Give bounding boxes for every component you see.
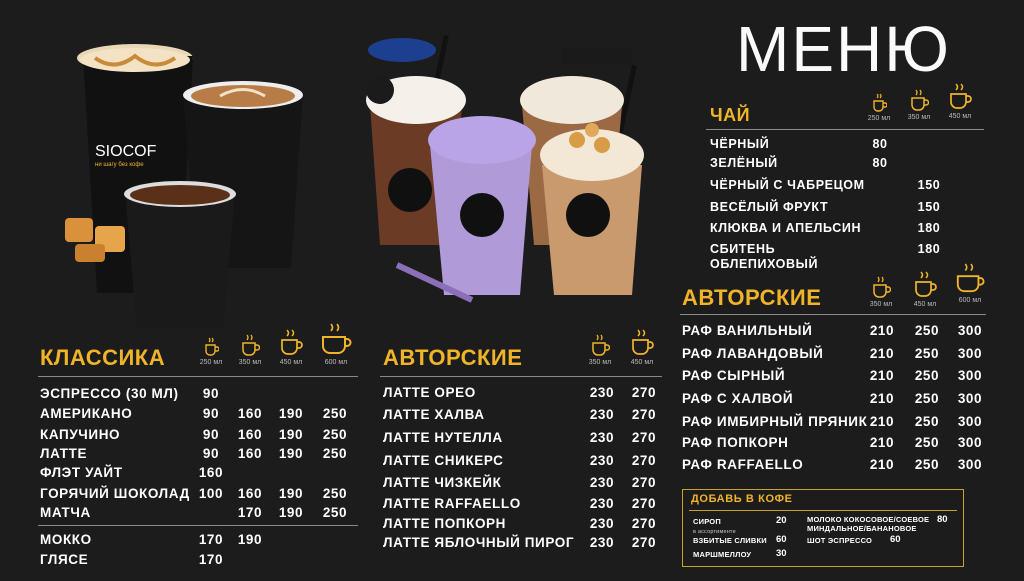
- item-name: ГЛЯСЕ: [40, 552, 89, 567]
- item-price: 150: [917, 178, 941, 192]
- addon-price: 20: [776, 515, 787, 526]
- cup-size-label: 250 мл: [867, 115, 891, 122]
- classic-divider-bottom: [38, 525, 358, 526]
- addon-price: 30: [776, 548, 787, 559]
- addon-price: 80: [937, 514, 948, 525]
- item-price: 300: [957, 323, 983, 338]
- item-price: 270: [631, 516, 657, 531]
- cup-size-250: [196, 336, 226, 366]
- item-price: 230: [589, 407, 615, 422]
- item-price: 190: [278, 427, 304, 442]
- item-name: РАФ ПОПКОРН: [682, 435, 789, 450]
- item-price: 230: [589, 475, 615, 490]
- author-rafs-divider: [680, 314, 986, 315]
- item-name: ЛАТТЕ ЧИЗКЕЙК: [383, 475, 502, 490]
- cup-size-label: 350 мл: [238, 359, 262, 366]
- item-name: ЛАТТЕ RAFFAELLO: [383, 496, 521, 511]
- cup-size-label: 600 мл: [958, 297, 982, 304]
- item-name: ЧЁРНЫЙ: [710, 137, 770, 151]
- item-name: ВЕСЁЛЫЙ ФРУКТ: [710, 200, 829, 214]
- cup-size-600: [318, 322, 354, 366]
- brand-logo-text: SIOCOF: [95, 143, 157, 160]
- menu-row: [710, 178, 960, 198]
- item-price: 160: [237, 406, 263, 421]
- item-name: ЛАТТЕ ЯБЛОЧНЫЙ ПИРОГ: [383, 535, 575, 550]
- cup-size-label: 450 мл: [630, 359, 654, 366]
- menu-row: [682, 435, 992, 455]
- cup-logo: [95, 143, 156, 168]
- menu-row: [40, 486, 360, 506]
- item-name: ЗЕЛЁНЫЙ: [710, 156, 778, 170]
- menu-row: [710, 137, 960, 157]
- tea-divider: [706, 129, 984, 130]
- item-price: 150: [917, 200, 941, 214]
- cup-size-350: [235, 333, 265, 366]
- addons-divider: [689, 510, 957, 511]
- menu-row: [383, 475, 663, 495]
- menu-row: [710, 156, 960, 176]
- cup-size-250: [864, 92, 894, 122]
- menu-row: [383, 430, 663, 450]
- classic-divider: [38, 376, 358, 377]
- addon-item: [807, 536, 872, 545]
- menu-row: [383, 385, 663, 405]
- addon-sub: в ассортименте: [693, 529, 736, 535]
- cup-size-450: [945, 82, 975, 120]
- cup-icon: [909, 88, 929, 113]
- item-price: 250: [914, 323, 940, 338]
- item-name: ЛАТТЕ: [40, 446, 88, 461]
- cup-size-350: [904, 88, 934, 121]
- item-price: 170: [198, 532, 224, 547]
- menu-row: [40, 465, 360, 485]
- item-price: 300: [957, 368, 983, 383]
- cup-size-450: [276, 328, 306, 366]
- menu-row: [383, 453, 663, 473]
- menu-row: [682, 368, 992, 388]
- item-price: 160: [198, 465, 224, 480]
- item-name: ГОРЯЧИЙ ШОКОЛАД: [40, 486, 190, 501]
- cup-icon: [871, 275, 891, 300]
- cup-icon: [590, 333, 610, 358]
- item-name: АМЕРИКАНО: [40, 406, 133, 421]
- cup-size-label: 250 мл: [199, 359, 223, 366]
- item-name: КАПУЧИНО: [40, 427, 121, 442]
- addons-title: ДОБАВЬ В КОФЕ: [691, 493, 793, 505]
- menu-row: [40, 427, 360, 447]
- addon-name: МАРШМЕЛЛОУ: [693, 550, 752, 559]
- menu-row: [383, 496, 663, 516]
- menu-row: [40, 532, 360, 552]
- item-price: 90: [202, 427, 220, 442]
- item-name-line2: ОБЛЕПИХОВЫЙ: [710, 257, 819, 271]
- menu-row: [40, 386, 360, 406]
- cup-size-350: [866, 275, 896, 308]
- item-price: 230: [589, 430, 615, 445]
- item-price: 270: [631, 453, 657, 468]
- classic-title: КЛАССИКА: [40, 345, 166, 370]
- item-price: 80: [872, 156, 888, 170]
- cup-size-label: 450 мл: [948, 113, 972, 120]
- addon-item: [693, 517, 736, 537]
- addon-name: МОЛОКО КОКОСОВОЕ/СОЕВОЕ: [807, 515, 930, 524]
- cup-size-label: 600 мл: [324, 359, 348, 366]
- item-name: ЛАТТЕ СНИКЕРС: [383, 453, 504, 468]
- item-price: 250: [914, 346, 940, 361]
- addon-name: СИРОП: [693, 517, 721, 526]
- author-lattes-divider: [380, 376, 662, 377]
- milkshakes-image: [352, 35, 652, 315]
- menu-title: МЕНЮ: [736, 13, 951, 85]
- item-price: 170: [198, 552, 224, 567]
- item-price: 210: [869, 323, 895, 338]
- item-name: МАТЧА: [40, 505, 91, 520]
- menu-row: [710, 221, 960, 241]
- item-price: 160: [237, 446, 263, 461]
- item-name: КЛЮКВА И АПЕЛЬСИН: [710, 221, 862, 235]
- item-name: ЛАТТЕ НУТЕЛЛА: [383, 430, 503, 445]
- item-price: 170: [237, 505, 263, 520]
- item-name: ЧЁРНЫЙ С ЧАБРЕЦОМ: [710, 178, 865, 192]
- menu-row: [682, 391, 992, 411]
- menu-row: [682, 457, 992, 477]
- menu-row: [40, 552, 360, 572]
- cup-size-label: 350 мл: [869, 301, 893, 308]
- item-price: 250: [914, 457, 940, 472]
- cup-size-label: 350 мл: [588, 359, 612, 366]
- addon-item: [807, 515, 929, 533]
- item-name: ЭСПРЕССО (30 МЛ): [40, 386, 179, 401]
- item-price: 250: [322, 427, 348, 442]
- cup-size-350: [585, 333, 615, 366]
- cup-size-450: [910, 270, 940, 308]
- cup-icon: [955, 262, 985, 296]
- menu-row: [383, 407, 663, 427]
- item-price: 160: [237, 427, 263, 442]
- item-price: 270: [631, 407, 657, 422]
- cup-icon: [279, 328, 303, 358]
- item-name: РАФ ИМБИРНЫЙ ПРЯНИК: [682, 414, 868, 429]
- item-price: 210: [869, 391, 895, 406]
- item-price: 250: [914, 391, 940, 406]
- item-price: 190: [278, 505, 304, 520]
- menu-row: [40, 406, 360, 426]
- item-price: 230: [589, 535, 615, 550]
- item-price: 210: [869, 457, 895, 472]
- addon-item: [693, 550, 751, 559]
- item-price: 250: [914, 414, 940, 429]
- item-name: РАФ СЫРНЫЙ: [682, 368, 786, 383]
- item-name: РАФ ВАНИЛЬНЫЙ: [682, 323, 813, 338]
- item-price: 250: [914, 368, 940, 383]
- cup-icon: [948, 82, 972, 112]
- item-name: ЛАТТЕ ПОПКОРН: [383, 516, 506, 531]
- cup-icon: [320, 322, 352, 358]
- item-price: 100: [198, 486, 224, 501]
- item-price: 270: [631, 385, 657, 400]
- cup-icon: [913, 270, 937, 300]
- item-price: 210: [869, 414, 895, 429]
- item-price: 180: [917, 221, 941, 235]
- item-price: 90: [202, 386, 220, 401]
- addon-price: 60: [890, 534, 901, 545]
- item-price: 230: [589, 516, 615, 531]
- item-price: 190: [278, 486, 304, 501]
- item-price: 90: [202, 446, 220, 461]
- menu-row: [383, 535, 663, 555]
- item-name: РАФ RAFFAELLO: [682, 457, 804, 472]
- item-price: 250: [322, 406, 348, 421]
- item-price: 80: [872, 137, 888, 151]
- tea-title: ЧАЙ: [710, 105, 751, 125]
- menu-row: [383, 516, 663, 536]
- menu-row: [710, 200, 960, 220]
- item-price: 250: [322, 486, 348, 501]
- item-price: 270: [631, 535, 657, 550]
- author-rafs-title: АВТОРСКИЕ: [682, 285, 822, 310]
- item-price: 300: [957, 391, 983, 406]
- item-price: 90: [202, 406, 220, 421]
- item-price: 160: [237, 486, 263, 501]
- item-name: СБИТЕНЬ: [710, 242, 776, 256]
- item-name: РАФ С ХАЛВОЙ: [682, 391, 794, 406]
- menu-row: [682, 346, 992, 366]
- item-price: 190: [278, 446, 304, 461]
- item-price: 210: [869, 435, 895, 450]
- item-name: МОККО: [40, 532, 92, 547]
- brand-tagline: ни шагу без кофе: [95, 162, 144, 168]
- cup-size-label: 350 мл: [907, 114, 931, 121]
- item-name: ЛАТТЕ ОРЕО: [383, 385, 476, 400]
- item-price: 210: [869, 346, 895, 361]
- author-lattes-title: АВТОРСКИЕ: [383, 345, 523, 370]
- item-name: ЛАТТЕ ХАЛВА: [383, 407, 485, 422]
- item-price: 250: [322, 446, 348, 461]
- item-name: РАФ ЛАВАНДОВЫЙ: [682, 346, 824, 361]
- item-price: 270: [631, 496, 657, 511]
- addon-price: 60: [776, 534, 787, 545]
- item-price: 300: [957, 435, 983, 450]
- addon-name: ВЗБИТЫЕ СЛИВКИ: [693, 536, 767, 545]
- item-price: 230: [589, 496, 615, 511]
- menu-row: [682, 323, 992, 343]
- addons-box: [682, 489, 964, 567]
- item-price: 270: [631, 475, 657, 490]
- menu-row: [40, 505, 360, 525]
- item-price: 300: [957, 457, 983, 472]
- cup-size-label: 450 мл: [279, 359, 303, 366]
- item-name: ФЛЭТ УАЙТ: [40, 465, 123, 480]
- menu-row: [40, 446, 360, 466]
- cup-size-label: 450 мл: [913, 301, 937, 308]
- cup-size-450: [627, 328, 657, 366]
- menu-row: [682, 414, 992, 434]
- item-price: 190: [237, 532, 263, 547]
- addon-item: [693, 536, 767, 545]
- item-price: 210: [869, 368, 895, 383]
- item-price: 300: [957, 414, 983, 429]
- item-price: 230: [589, 453, 615, 468]
- cup-icon: [203, 336, 219, 358]
- item-price: 190: [278, 406, 304, 421]
- cup-icon: [630, 328, 654, 358]
- addon-name: ШОТ ЭСПРЕССО: [807, 536, 873, 545]
- cup-icon: [240, 333, 260, 358]
- addon-name-line2: МИНДАЛЬНОЕ/БАНАНОВОЕ: [807, 524, 917, 533]
- item-price: 300: [957, 346, 983, 361]
- item-price: 180: [917, 242, 941, 256]
- coffee-cups-image: [55, 38, 315, 330]
- item-price: 250: [322, 505, 348, 520]
- item-price: 230: [589, 385, 615, 400]
- cup-icon: [871, 92, 887, 114]
- cup-size-600: [952, 262, 988, 304]
- item-price: 270: [631, 430, 657, 445]
- item-price: 250: [914, 435, 940, 450]
